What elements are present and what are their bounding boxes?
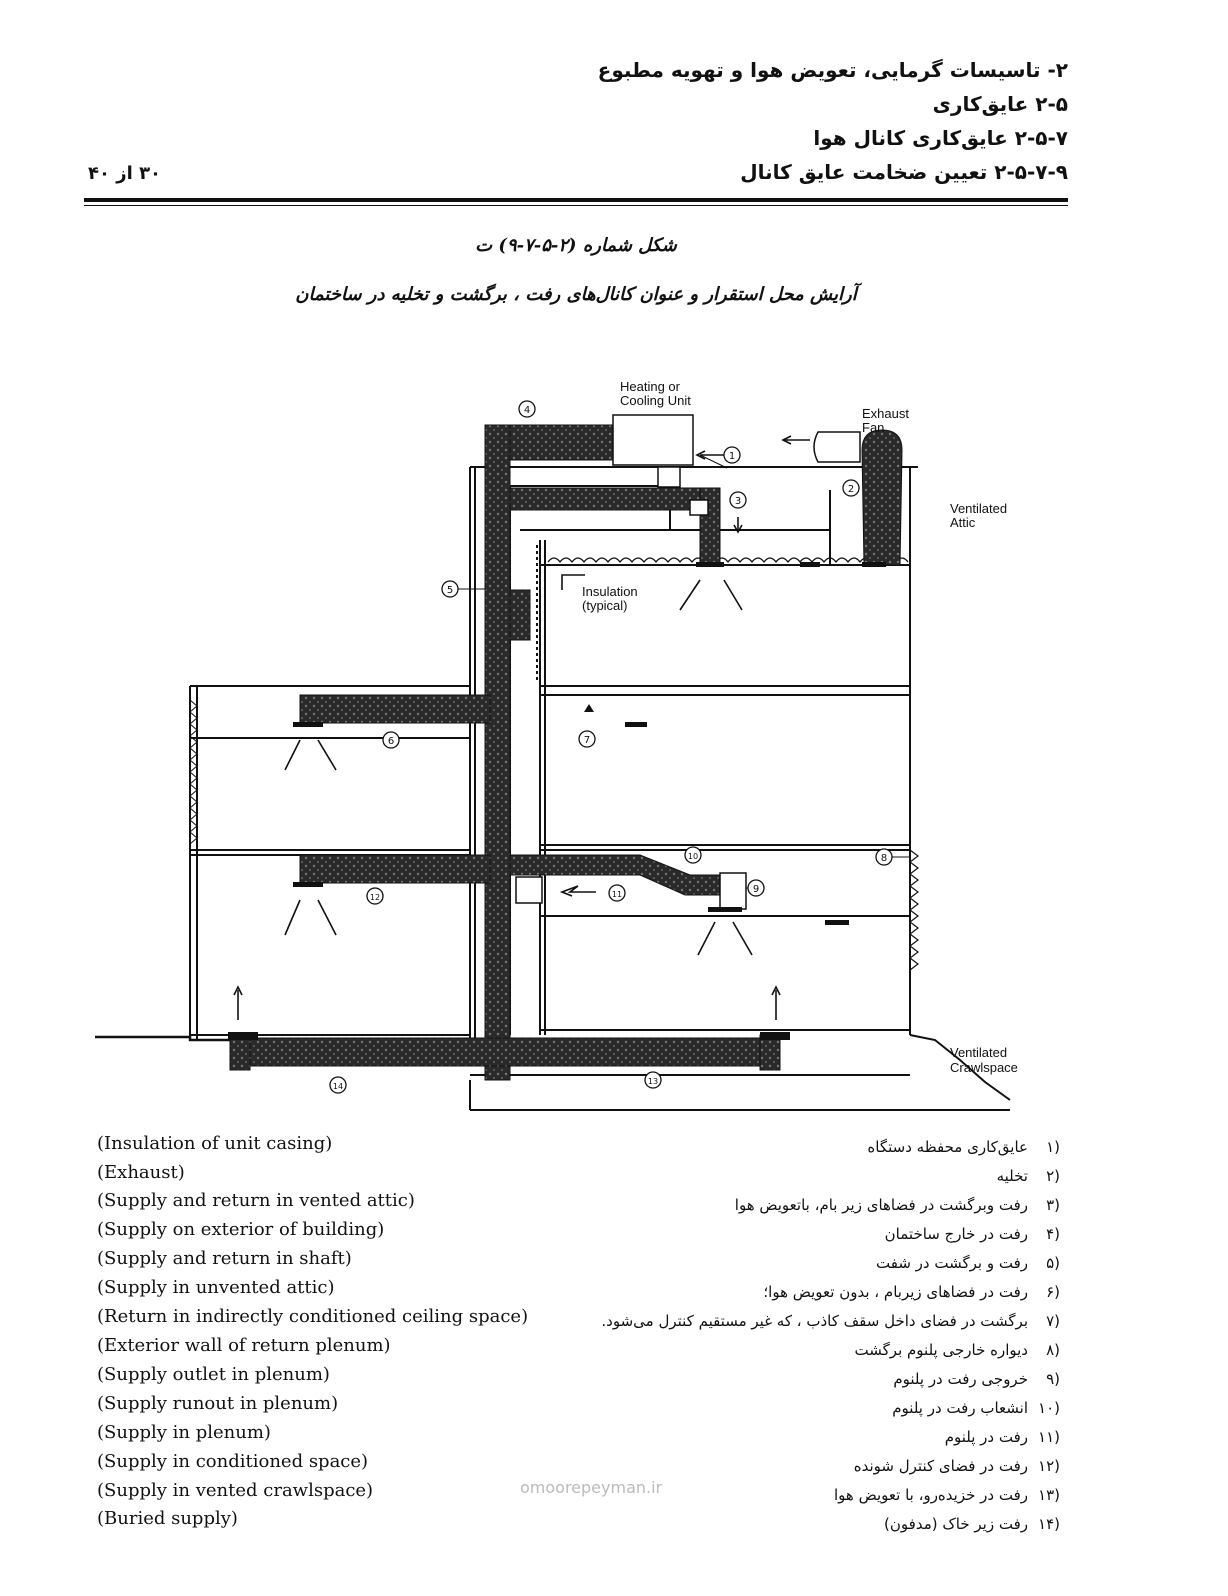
crawl-label-1: Ventilated: [950, 1045, 1008, 1060]
legend-en: (Return in indirectly conditioned ceiling space): [97, 1306, 529, 1327]
legend-en: (Supply in vented crawlspace): [97, 1480, 374, 1501]
legend-num: (۳: [1046, 1196, 1060, 1214]
callout-7: 7: [583, 735, 591, 746]
legend-en: (Supply on exterior of building): [97, 1219, 385, 1240]
legend-en: (Insulation of unit casing): [97, 1133, 333, 1154]
callout-3: 3: [734, 496, 742, 507]
legend-fa: رفت در فضاهای زیربام ، بدون تعویض هوا؛: [763, 1283, 1028, 1301]
legend-num: (۲: [1046, 1167, 1060, 1185]
legend-num: (۱۱: [1038, 1428, 1060, 1446]
callout-14: 14: [332, 1082, 344, 1091]
legend-num: (۱: [1046, 1138, 1060, 1156]
header-line-3: ۲-۵-۷ عایق‌کاری کانال هوا: [813, 126, 1068, 150]
legend-fa: رفت در خزیده‌رو، با تعویض هوا: [834, 1486, 1028, 1504]
attic-label-1: Ventilated: [950, 501, 1008, 516]
legend-fa: رفت در خارج ساختمان: [884, 1225, 1028, 1243]
legend-fa: رفت در پلنوم: [944, 1428, 1028, 1446]
legend-num: (۸: [1046, 1341, 1060, 1359]
legend-num: (۶: [1046, 1283, 1060, 1301]
insulated-ducts: [230, 425, 902, 1080]
callout-9: 9: [752, 884, 760, 895]
callout-leaders: [458, 455, 910, 888]
legend-num: (۱۲: [1038, 1457, 1060, 1475]
legend-en: (Exhaust): [97, 1162, 185, 1183]
diffusers: [228, 562, 886, 1040]
legend-fa: خروجی رفت در پلنوم: [893, 1370, 1028, 1388]
insulation-label-1: Insulation: [582, 584, 638, 599]
legend-en: (Supply in conditioned space): [97, 1451, 369, 1472]
legend-fa: تخلیه: [996, 1167, 1028, 1185]
page-number: ۳۰ از ۴۰: [88, 163, 162, 184]
legend-fa: رفت و برگشت در شفت: [876, 1254, 1028, 1272]
legend-en: (Supply runout in plenum): [97, 1393, 339, 1414]
attic-insulation: [548, 558, 908, 562]
legend-fa: عایق‌کاری محفظه دستگاه: [867, 1138, 1028, 1156]
legend-num: (۵: [1046, 1254, 1060, 1272]
callout-12: 12: [369, 893, 381, 902]
fan-label-2: Fan: [862, 420, 885, 435]
header-line-1: ۲- تاسیسات گرمایی، تعویض هوا و تهویه مطبوع: [597, 58, 1068, 82]
header-line-2: ۲-۵ عایق‌کاری: [932, 92, 1068, 116]
figure-number: شکل شماره (۲-۵-۷-۹) ت: [475, 235, 677, 256]
legend-num: (۷: [1046, 1312, 1060, 1330]
callout-1: 1: [728, 451, 736, 462]
legend-fa: رفت زیر خاک (مدفون): [884, 1515, 1028, 1533]
legend-fa: انشعاب رفت در پلنوم: [892, 1399, 1028, 1417]
crawl-label-2: Crawlspace: [950, 1060, 1018, 1075]
legend-num: (۱۴: [1038, 1515, 1060, 1533]
left-wall-hatch: [190, 700, 197, 844]
legend-fa: برگشت در فضای داخل سقف کاذب ، که غیر مستقیم کنترل می‌شود.: [601, 1312, 1028, 1330]
unit-label-1: Heating or: [620, 379, 680, 394]
unit-label-2: Cooling Unit: [620, 393, 691, 408]
attic-label-2: Attic: [950, 515, 976, 530]
legend-en: (Buried supply): [97, 1508, 238, 1529]
insulation-label-2: (typical): [582, 598, 628, 613]
legend-fa: رفت وبرگشت در فضاهای زیر بام، باتعویض هوا: [734, 1196, 1028, 1214]
fan-label-1: Exhaust: [862, 406, 909, 421]
return-arrow: [584, 704, 594, 712]
legend-num: (۱۳: [1038, 1486, 1060, 1504]
legend-num: (۹: [1046, 1370, 1060, 1388]
legend-en: (Supply in unvented attic): [97, 1277, 335, 1298]
air-arrows: [234, 436, 810, 1020]
callout-8: 8: [880, 853, 888, 864]
legend-num: (۱۰: [1038, 1399, 1060, 1417]
callout-2: 2: [847, 484, 855, 495]
callout-5: 5: [446, 585, 454, 596]
header-line-4: ۲-۵-۷-۹ تعیین ضخامت عایق کانال: [740, 160, 1068, 184]
legend-en: (Supply outlet in plenum): [97, 1364, 330, 1385]
legend-fa: دیواره خارجی پلنوم برگشت: [854, 1341, 1028, 1359]
callout-6: 6: [387, 736, 395, 747]
legend-en: (Supply and return in shaft): [97, 1248, 352, 1269]
legend-en: (Supply in plenum): [97, 1422, 271, 1443]
callout-4: 4: [523, 405, 531, 416]
watermark: omoorepeyman.ir: [520, 1478, 663, 1497]
callout-11: 11: [611, 890, 623, 899]
legend-num: (۴: [1046, 1225, 1060, 1243]
callout-13: 13: [647, 1077, 659, 1086]
return-plenum-wall: [910, 850, 918, 970]
legend-en: (Supply and return in vented attic): [97, 1190, 415, 1211]
legend-fa: رفت در فضای کنترل شونده: [853, 1457, 1028, 1475]
figure-title: آرایش محل استقرار و عنوان کانال‌های رفت ، برگشت و تخلیه در ساختمان: [295, 284, 857, 305]
legend-en: (Exterior wall of return plenum): [97, 1335, 391, 1356]
callout-10: 10: [687, 852, 699, 861]
